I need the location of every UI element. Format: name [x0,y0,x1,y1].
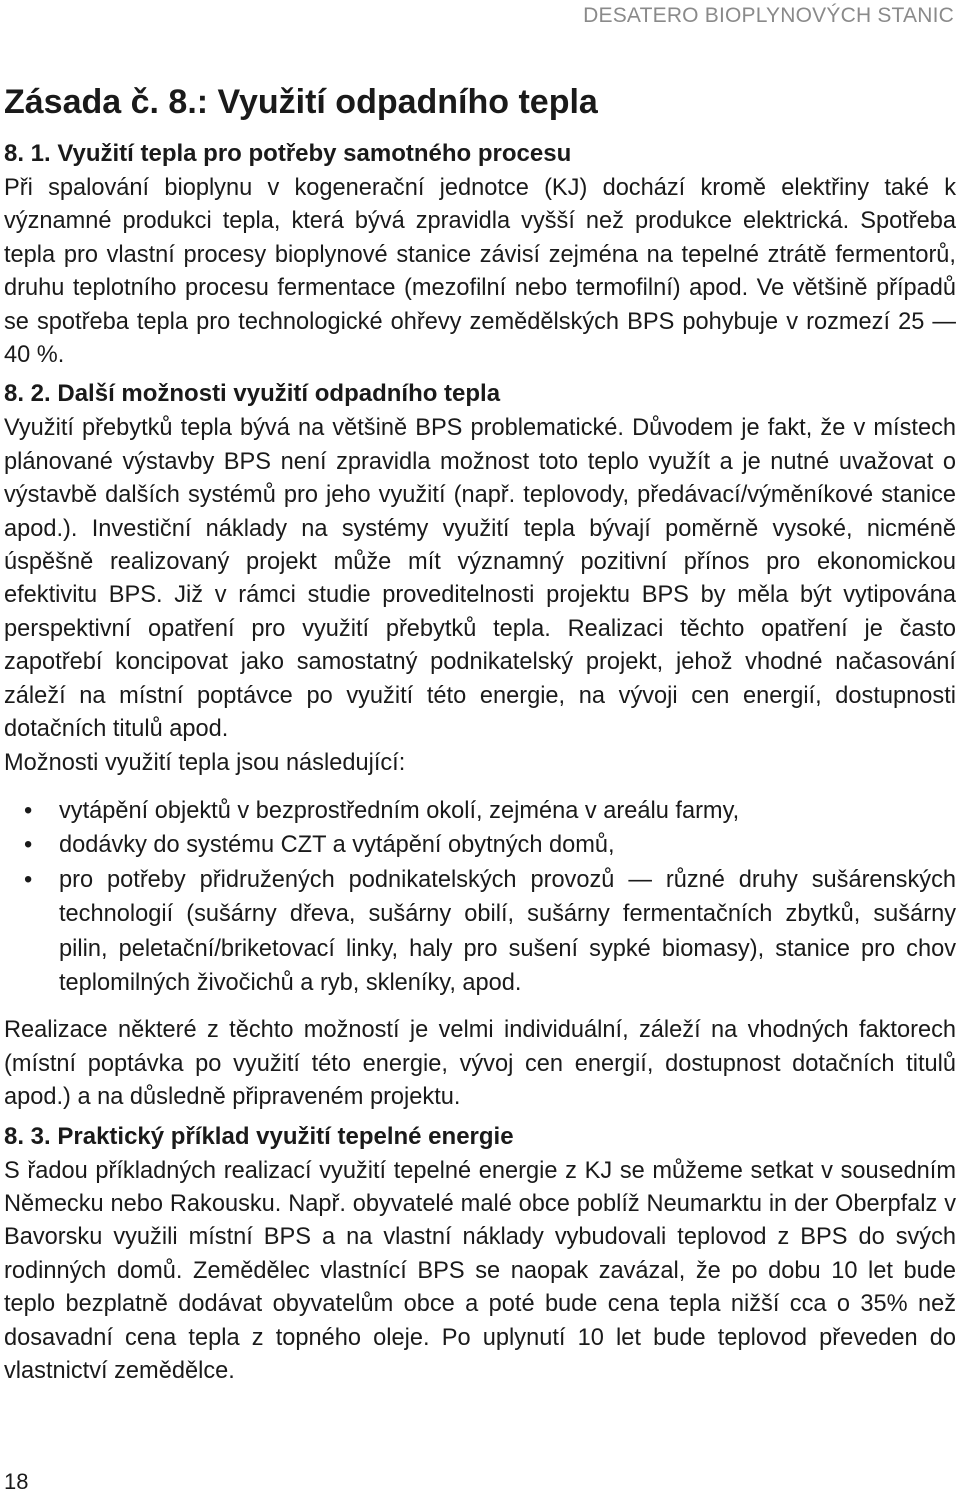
section-heading-8-2: 8. 2. Další možnosti využití odpadního tepla [4,380,501,408]
running-header: DESATERO BIOPLYNOVÝCH STANIC [583,4,954,27]
section-8-1-paragraph: Při spalování bioplynu v kogenerační jednotce (KJ) dochází kromě elektřiny také k významné produkci tepla, která bývá zpravidla vyšší než produkce elektrická. Spotřeba tepla pro vlastní procesy bioplynové stanice závisí zejména na tepelné ztrátě fermentorů, druhu teplotního procesu fermentace (mezofilní nebo termofilní) apod. Ve většině případů se spotřeba tepla pro technologické ohřevy zemědělských BPS pohybuje v rozmezí 25 — 40 %. [4,175,956,369]
page-number: 18 [4,1469,29,1494]
list-item [4,828,956,862]
options-intro: Možnosti využití tepla jsou následující: [4,749,406,776]
bullet-icon: • [24,866,33,893]
chapter-title: Zásada č. 8.: Využití odpadního tepla [4,83,598,121]
bullet-icon: • [24,797,33,824]
list-item-text: dodávky do systému CZT a vytápění obytných domů, [59,832,615,859]
section-heading-8-3: 8. 3. Praktický příklad využití tepelné energie [4,1122,514,1150]
list-item [4,863,956,1001]
section-8-2-closing: Realizace některé z těchto možností je velmi individuální, záleží na vhodných faktorech (místní poptávka po využití této energie, vývoj cen energií, dostupnost dotačních titulů apod.) a na důsledně připraveném projektu. [4,1017,956,1111]
section-8-3-paragraph: S řadou příkladných realizací využití tepelné energie z KJ se můžeme setkat v sousedním Německu nebo Rakousku. Např. obyvatelé malé obce poblíž Neumarktu in der Oberpfalz v Bavorsku využili místní BPS a na vlastní náklady vybudovali teplovod z BPS do svých rodinných domů. Zemědělec vlastnící BPS se naopak zavázal, že po dobu 10 let bude teplo bezplatně dodávat obyvatelům obce a poté bude cena tepla nižší cca o 35% než dosavadní cena tepla z topného oleje. Po uplynutí 10 let bude teplovod převeden do vlastnictví zemědělce. [4,1157,956,1384]
list-item-text: pro potřeby přidružených podnikatelských provozů — různé druhy sušárenských technologií (sušárny dřeva, sušárny obilí, sušárny fermentačních zbytků, sušárny pilin, peletační/briketovací linky, haly pro sušení sypké biomasy), stanice pro chov teplomilných živočichů a ryb, skleníky, apod. [59,866,956,996]
bullet-icon: • [24,832,33,859]
list-item [4,794,956,828]
page-content [4,78,956,1388]
section-8-2-paragraph: Využití přebytků tepla bývá na většině BPS problematické. Důvodem je fakt, že v místech plánované výstavby BPS není zpravidla možnost toto teplo využít a je nutné uvažovat o výstavbě dalších systémů pro jeho využití (např. teplovody, předávací/výměníkové stanice apod.). Investiční náklady na systémy využití tepla bývají poměrně vysoké, nicméně úspěšně realizovaný projekt může mít významný pozitivní přínos pro ekonomickou efektivitu BPS. Již v rámci studie proveditelnosti projektu BPS by měla být vytipována perspektivní opatření pro využití přebytků tepla. Realizaci těchto opatření je často zapotřebí koncipovat jako samostatný podnikatelský projekt, jehož vhodné načasování záleží na místní poptávce po využití této energie, na vývoji cen energií, dostupnosti dotačních titulů apod. [4,415,956,743]
list-item-text: vytápění objektů v bezprostředním okolí, zejména v areálu farmy, [59,797,740,824]
section-heading-8-1: 8. 1. Využití tepla pro potřeby samotného procesu [4,140,572,167]
heat-use-options-list [4,794,956,1000]
